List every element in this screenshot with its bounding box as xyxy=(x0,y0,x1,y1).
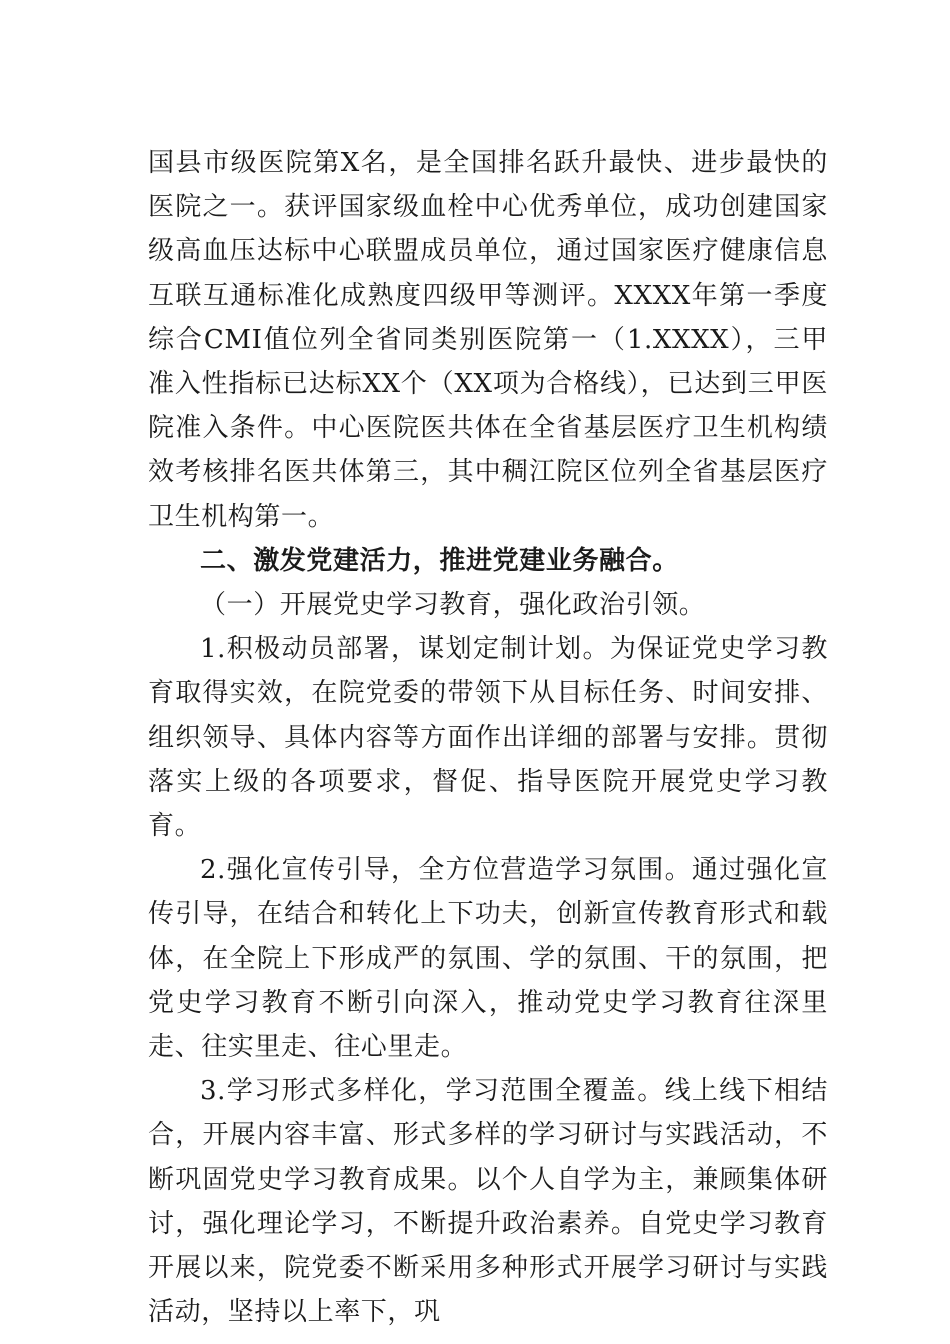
paragraph-item-1: 1.积极动员部署，谋划定制计划。为保证党史学习教育取得实效，在院党委的带领下从目标任务、时间安排、组织领导、具体内容等方面作出详细的部署与安排。贯彻落实上级的各项要求，督促、指导医院开展党史学习教育。 xyxy=(148,634,828,842)
paragraph-item-3: 3.学习形式多样化，学习范围全覆盖。线上线下相结合，开展内容丰富、形式多样的学习研讨与实践活动，不断巩固党史学习教育成果。以个人自学为主，兼顾集体研讨，强化理论学习，不断提升政治素养。自党史学习教育开展以来，院党委不断采用多种形式开展学习研讨与实践活动，坚持以上率下，巩 xyxy=(148,1076,828,1328)
document-body xyxy=(148,141,828,1334)
paragraph-item-2: 2.强化宣传引导，全方位营造学习氛围。通过强化宣传引导，在结合和转化上下功夫，创新宣传教育形式和载体，在全院上下形成严的氛围、学的氛围、干的氛围，把党史学习教育不断引向深入，推动党史学习教育往深里走、往实里走、往心里走。 xyxy=(148,855,828,1063)
paragraph-continuation: 国县市级医院第X名，是全国排名跃升最快、进步最快的医院之一。获评国家级血栓中心优秀单位，成功创建国家级高血压达标中心联盟成员单位，通过国家医疗健康信息互联互通标准化成熟度四级甲等测评。XXXX年第一季度综合CMI值位列全省同类别医院第一（1.XXXX），三甲准入性指标已达标XX个（XX项为合格线），已达到三甲医院准入条件。中心医院医共体在全省基层医疗卫生机构绩效考核排名医共体第三，其中稠江院区位列全省基层医疗卫生机构第一。 xyxy=(148,148,828,532)
section-heading: 二、激发党建活力，推进党建业务融合。 xyxy=(200,545,679,576)
subsection-heading: （一）开展党史学习教育，强化政治引领。 xyxy=(200,590,706,621)
